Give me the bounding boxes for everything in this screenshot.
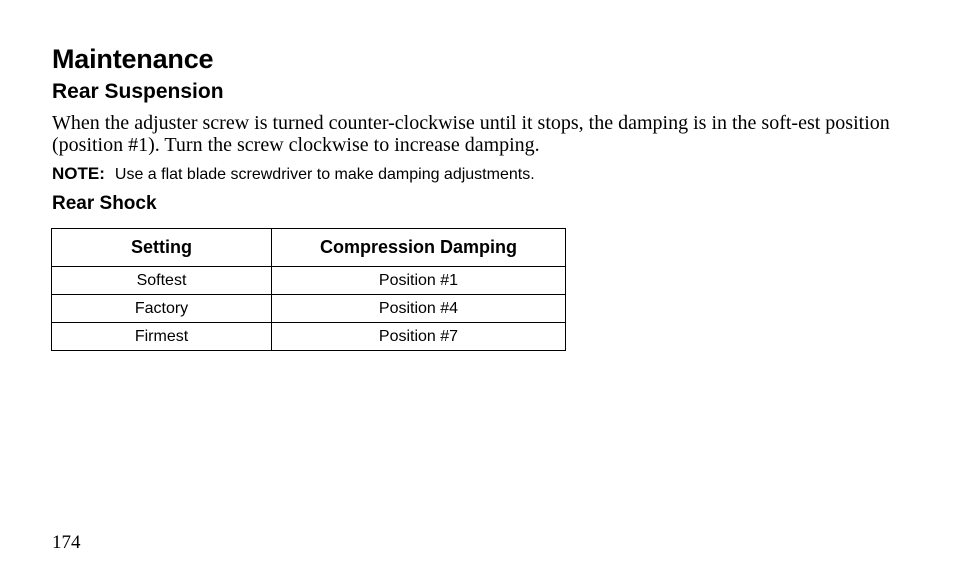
column-header-setting: Setting xyxy=(52,229,272,267)
table-header-row xyxy=(52,229,566,267)
paragraph-text: When the adjuster screw is turned counter-clockwise until it stops, the damping is in the soft-est position (position #1). Turn the screw clockwise to increase damping. xyxy=(52,112,890,156)
rear-shock-table xyxy=(51,228,566,351)
note-label: NOTE: xyxy=(52,164,105,183)
setting-cell: Softest xyxy=(52,267,272,295)
subsection-title: Rear Suspension xyxy=(52,80,224,103)
setting-cell: Firmest xyxy=(52,323,272,351)
damping-cell: Position #1 xyxy=(272,267,566,295)
table-row xyxy=(52,323,566,351)
body-paragraph xyxy=(52,112,890,156)
damping-cell: Position #7 xyxy=(272,323,566,351)
table-title: Rear Shock xyxy=(52,193,157,214)
note xyxy=(52,163,535,186)
table-row xyxy=(52,267,566,295)
section-title: Maintenance xyxy=(52,44,214,74)
note-text: Use a flat blade screwdriver to make damping adjustments. xyxy=(114,166,535,183)
column-header-compression-damping: Compression Damping xyxy=(272,229,566,267)
page-number: 174 xyxy=(52,532,81,553)
setting-cell: Factory xyxy=(52,295,272,323)
damping-cell: Position #4 xyxy=(272,295,566,323)
table-row xyxy=(52,295,566,323)
